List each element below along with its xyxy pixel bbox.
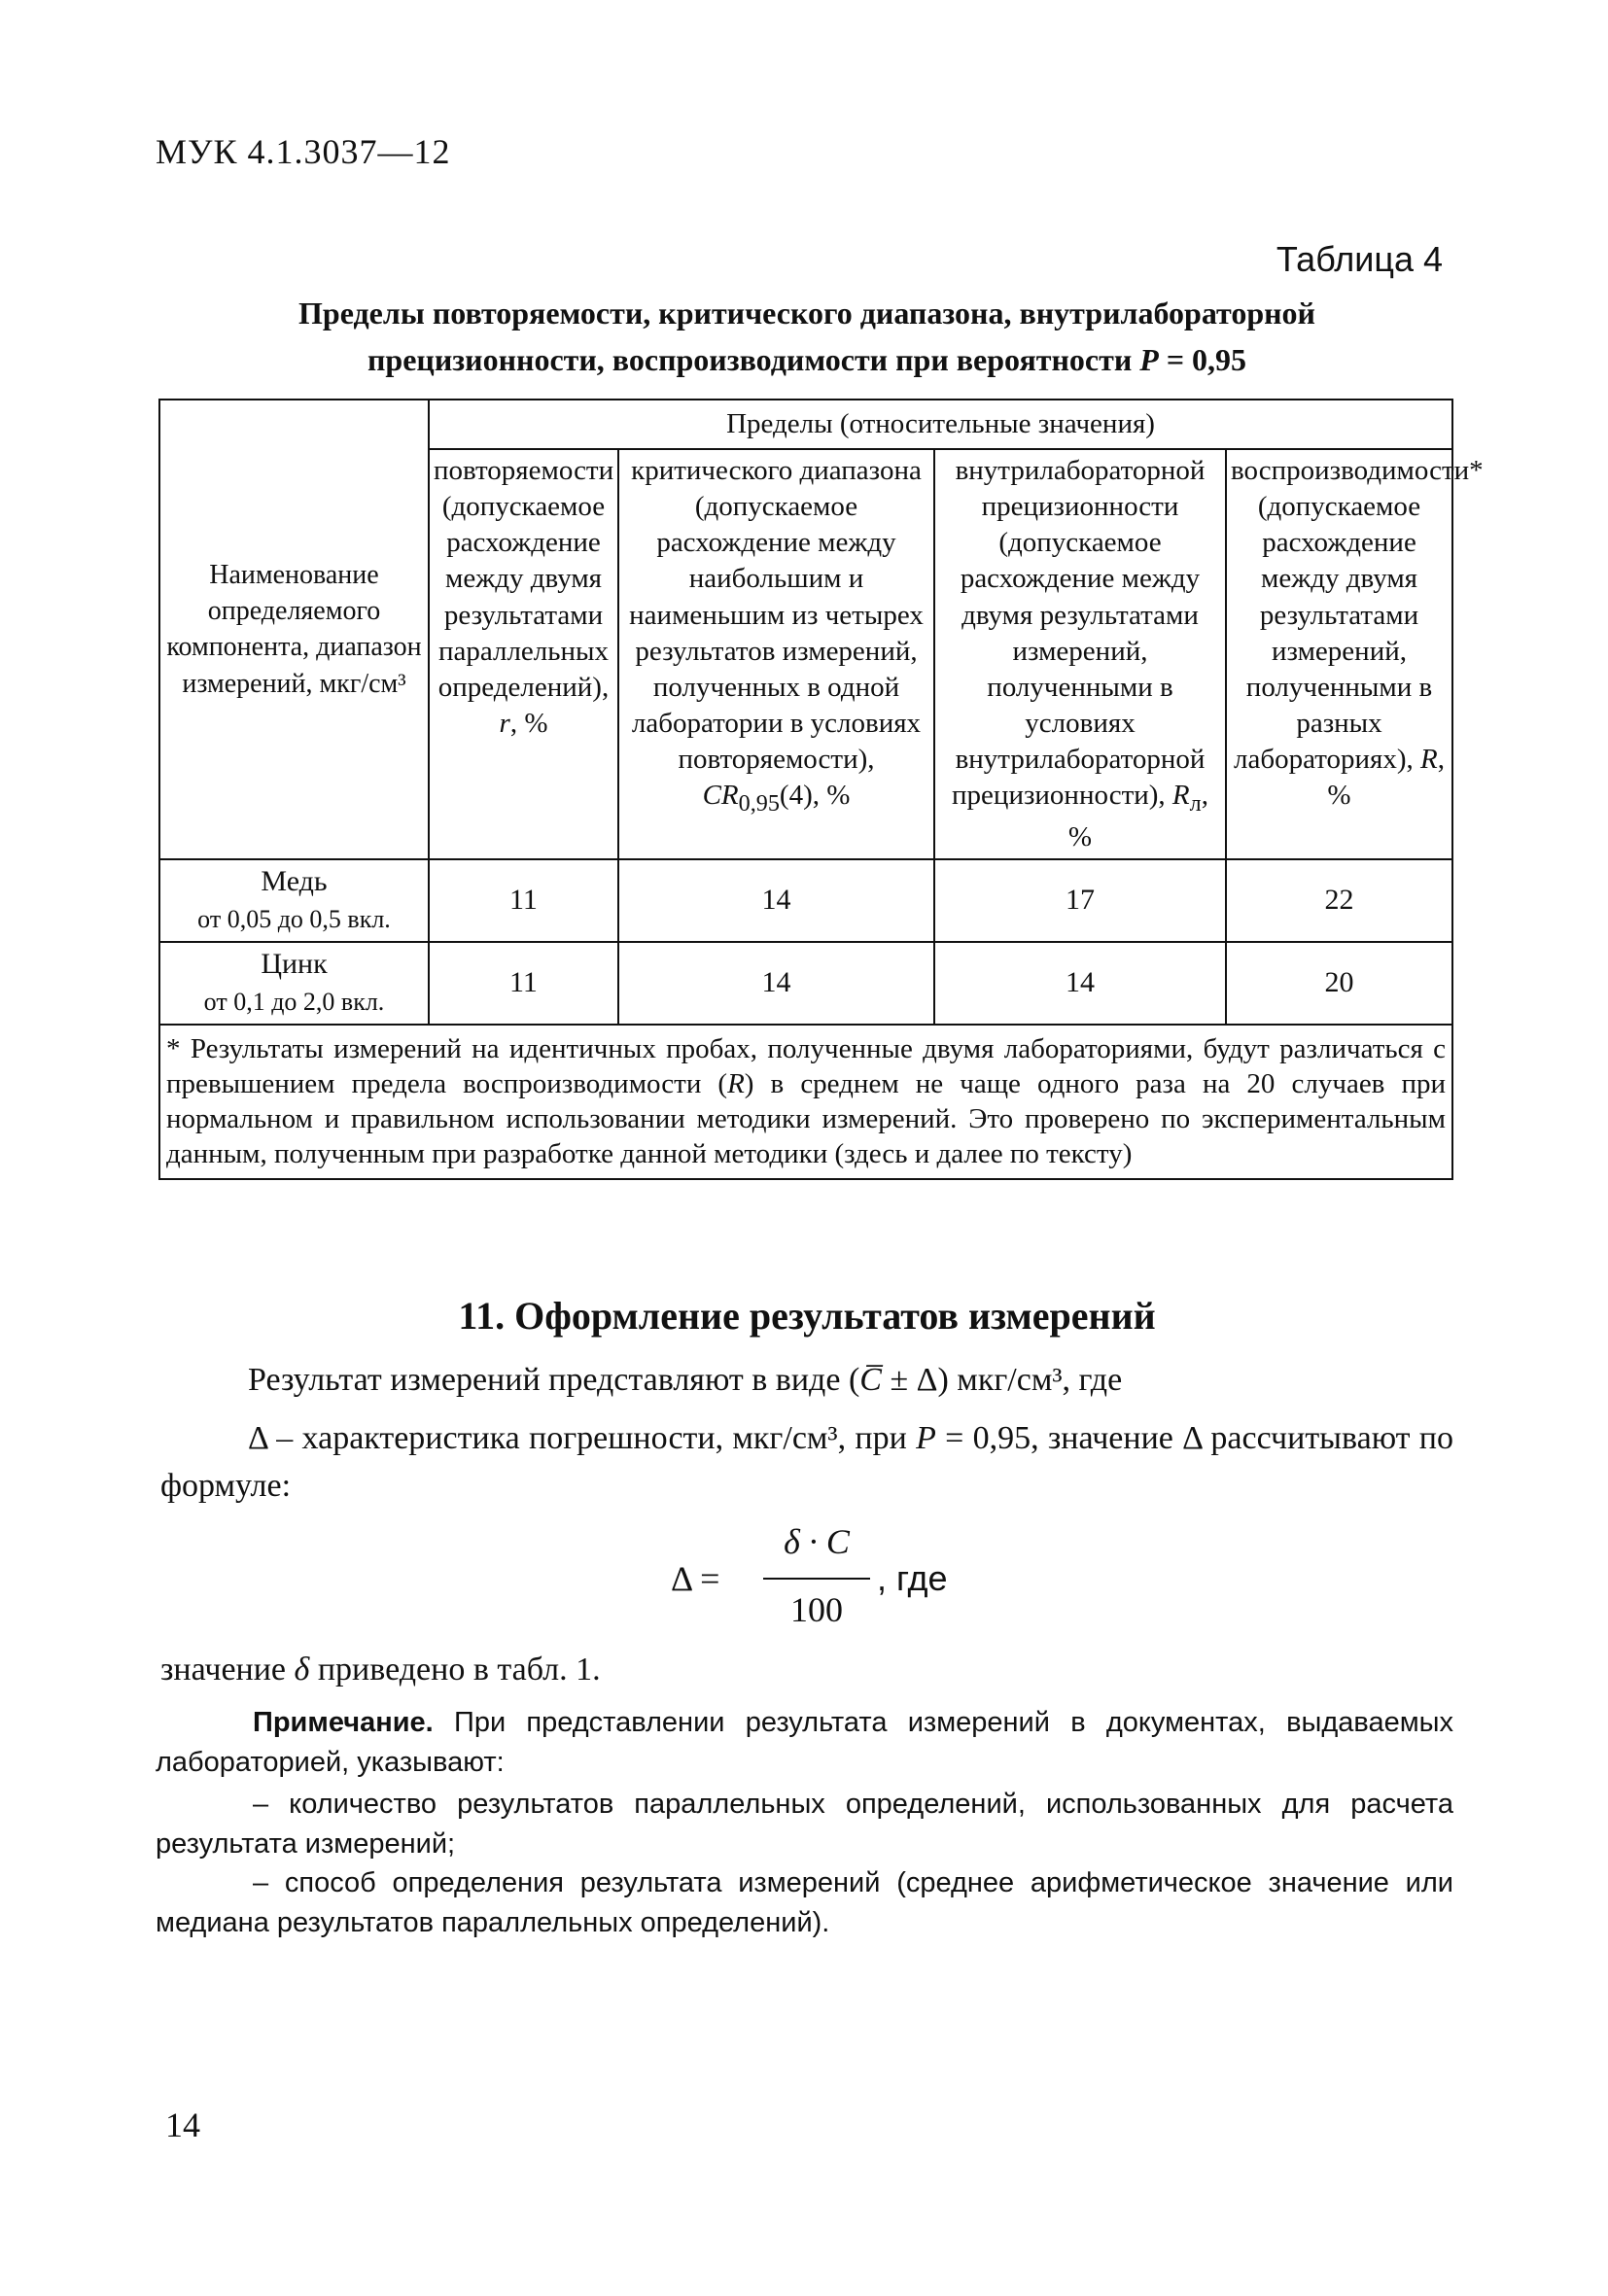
table-title-line1: Пределы повторяемости, критического диапазона, внутрилабораторной — [298, 296, 1315, 330]
table-title — [160, 290, 1453, 383]
col-header-component: Наименование определяемого компонента, диапазон измерений, мкг/см³ — [159, 400, 429, 859]
value-r: 11 — [429, 942, 618, 1025]
value-r: 11 — [429, 859, 618, 942]
col-header-reproducibility: воспроизводимости* (допускаемое расхождение между двумя результатами измерений, полученными в разных лабораториях), R, % — [1226, 449, 1452, 859]
formula-where: , где — [877, 1558, 948, 1598]
formula-denominator: 100 — [790, 1590, 843, 1629]
formula-lhs: Δ = — [671, 1559, 720, 1598]
delta-formula — [661, 1521, 1050, 1638]
value-rl: 17 — [934, 859, 1226, 942]
col-header-intralab: внутрилабораторной прецизионности (допускаемое расхождение между двумя результатами измерений, полученными в условиях внутрилабораторной прецизионности), $R_л$, % — [934, 449, 1226, 859]
table-row — [159, 859, 1452, 942]
table-title-line2: прецизионности, воспроизводимости при вероятности — [367, 342, 1133, 377]
value-R: 20 — [1226, 942, 1452, 1025]
note-label: Примечание. — [253, 1707, 434, 1738]
table-title-p: P — [1139, 342, 1159, 377]
paragraph-result-form: Результат измерений представляют в виде (C̅ ± Δ) мкг/см³, где — [248, 1362, 1123, 1398]
table-label: Таблица 4 — [1276, 239, 1443, 279]
note-item-1: – количество результатов параллельных определений, использованных для расчета результата измерений; — [156, 1789, 1453, 1861]
note-paragraph: Примечание. При представлении результата измерений в документах, выдаваемых лабораторией, указывают: — [156, 1707, 1453, 1779]
col-header-critical-range: критического диапазона (допускаемое расхождение между наибольшим и наименьшим из четырех результатов измерений, полученных в одной лаборатории в условиях повторяемости), $CR_{0,95}(4)$, % — [618, 449, 934, 859]
document-header: МУК 4.1.3037—12 — [156, 132, 451, 171]
value-cr: 14 — [618, 859, 934, 942]
paragraph-error-characteristic: Δ – характеристика погрешности, мкг/см³, при P = 0,95, значение Δ рассчитывают по формуле: — [160, 1420, 1453, 1505]
note-item-2: – способ определения результата измерений (среднее арифметическое значение или медиана результатов параллельных определений). — [156, 1867, 1453, 1939]
value-rl: 14 — [934, 942, 1226, 1025]
table-title-value: = 0,95 — [1166, 342, 1247, 377]
table-row — [159, 942, 1452, 1025]
page-number: 14 — [165, 2105, 200, 2144]
section-title: 11. Оформление результатов измерений — [458, 1294, 1156, 1338]
formula-numerator: δ · C — [784, 1522, 850, 1561]
row-name-cell: Цинк от 0,1 до 2,0 вкл. — [159, 942, 429, 1025]
paragraph-delta-value: значение δ приведено в табл. 1. — [160, 1652, 601, 1687]
table-footnote: * Результаты измерений на идентичных пробах, полученные двумя лабораториями, будут различаться с превышением предела воспроизводимости (R) в среднем не чаще одного раза на 20 случаев при нормальном и правильном использовании методики измерений. Это проверено по экспериментальным данным, полученным при разработке данной методики (здесь и далее по тексту) — [159, 1025, 1452, 1179]
limits-table — [158, 399, 1484, 1180]
row-name-cell: Медь от 0,05 до 0,5 вкл. — [159, 859, 429, 942]
value-cr: 14 — [618, 942, 934, 1025]
group-header: Пределы (относительные значения) — [429, 400, 1452, 449]
fraction-bar — [763, 1578, 870, 1580]
col-header-repeatability: повторяемости (допускаемое расхождение между двумя результатами параллельных определений), r, % — [429, 449, 618, 859]
value-R: 22 — [1226, 859, 1452, 942]
